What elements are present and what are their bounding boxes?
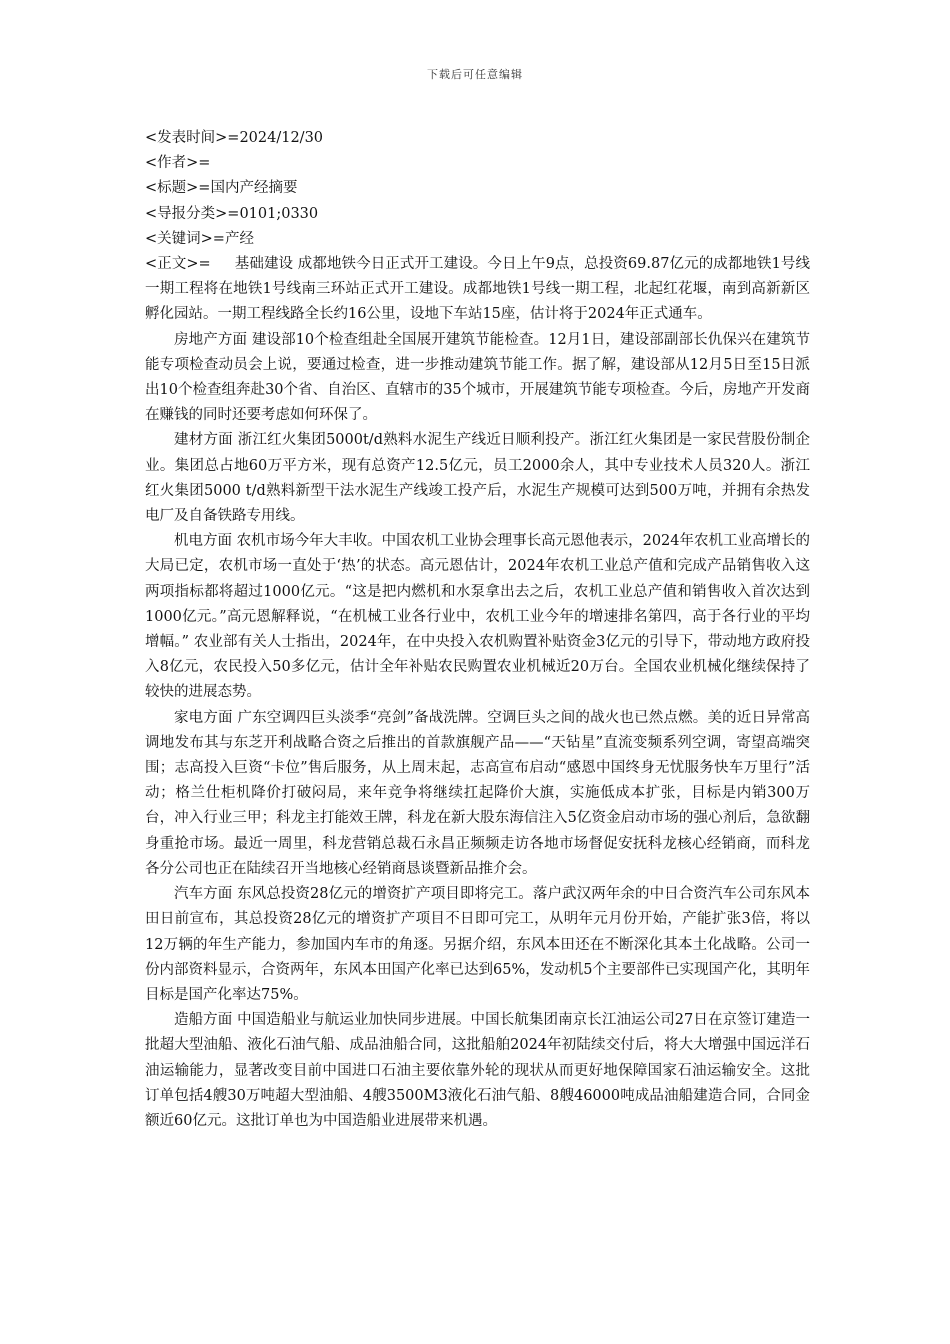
meta-keywords: <关键词>=产经 [145,230,254,247]
paragraph-real-estate: 房地产方面 建设部10个检查组赴全国展开建筑节能检查。12月1日，建设部副部长仇保兴在建筑节能专项检查动员会上说，要通过检查，进一步推动建筑节能工作。据了解，建设部从12月5日至15日派出10个检查组奔赴30个省、自治区、直辖市的35个城市，开展建筑节能专项检查。今后，房地产开发商在赚钱的同时还要考虑如何环保了。 [145,331,810,424]
paragraph-infrastructure [145,252,810,328]
meta-author: <作者>= [145,155,211,172]
document-body [145,126,810,1134]
body-label: <正文>= [145,256,211,273]
paragraph-automotive: 汽车方面 东风总投资28亿元的增资扩产项目即将完工。落户武汉两年余的中日合资汽车公司东风本田日前宣布，其总投资28亿元的增资扩产项目不日即可完工，从明年元月份开始，产能扩张3倍，将以12万辆的年生产能力，参加国内车市的角逐。另据介绍，东风本田还在不断深化其本土化战略。公司一份内部资料显示，合资两年，东风本田国产化率已达到65%，发动机5个主要部件已实现国产化，其明年目标是国产化率达75%。 [145,886,810,1003]
paragraph-building-materials: 建材方面 浙江红火集团5000t/d熟料水泥生产线近日顺利投产。浙江红火集团是一家民营股份制企业。集团总占地60万平方米，现有总资产12.5亿元，员工2000余人，其中专业技术人员320人。浙江红火集团5000 t/d熟料新型干法水泥生产线竣工投产后，水泥生产规模可达到500万吨，并拥有余热发电厂及自备铁路专用线。 [145,432,810,525]
paragraph-appliances: 家电方面 广东空调四巨头淡季“亮剑”备战洗牌。空调巨头之间的战火也已然点燃。美的近日异常高调地发布其与东芝开利战略合资之后推出的首款旗舰产品——“天钻星”直流变频系列空调，寄望高端突围；志高投入巨资“卡位”售后服务，从上周末起，志高宣布启动“感恩中国终身无忧服务快车万里行”活动；格兰仕柜机降价打破闷局，来年竞争将继续扛起降价大旗，实施低成本扩张，目标是内销300万台，冲入行业三甲；科龙主打能效王牌，科龙在新大股东海信注入5亿资金启动市场的强心剂后，急欲翻身重抢市场。最近一周里，科龙营销总裁石永昌正频频走访各地市场督促安抚科龙核心经销商，而科龙各分公司也正在陆续召开当地核心经销商恳谈暨新品推介会。 [145,709,810,877]
meta-category: <导报分类>=0101;0330 [145,205,319,222]
paragraph-machinery: 机电方面 农机市场今年大丰收。中国农机工业协会理事长高元恩他表示，2024年农机工业高增长的大局已定，农机市场一直处于‘热’的状态。高元恩估计，2024年农机工业总产值和完成产品销售收入这两项指标都将超过1000亿元。“这是把内燃机和水泵拿出去之后，农机工业总产值和销售收入首次达到1000亿元。”高元恩解释说，“在机械工业各行业中，农机工业今年的增速排名第四，高于各行业的平均增幅。” 农业部有关人士指出，2024年，在中央投入农机购置补贴资金3亿元的引导下，带动地方政府投入8亿元，农民投入50多亿元，估计全年补贴农民购置农业机械近20万台。全国农业机械化继续保持了较快的进展态势。 [145,533,811,701]
meta-title: <标题>=国内产经摘要 [145,180,298,197]
page-header: 下载后可任意编辑 [427,68,523,81]
paragraph-shipbuilding: 造船方面 中国造船业与航运业加快同步进展。中国长航集团南京长江油运公司27日在京签订建造一批超大型油船、液化石油气船、成品油船合同，这批船舶2024年初陆续交付后，将大大增强中国远洋石油运输能力，显著改变目前中国进口石油主要依靠外轮的现状从而更好地保障国家石油运输安全。这批订单包括4艘30万吨超大型油船、4艘3500M3液化石油气船、8艘46000吨成品油船建造合同，合同金额近60亿元。这批订单也为中国造船业进展带来机遇。 [145,1012,810,1129]
paragraph-infrastructure-text: 基础建设 成都地铁今日正式开工建设。今日上午9点，总投资69.87亿元的成都地铁1号线一期工程将在地铁1号线南三环站正式开工建设。成都地铁1号线一期工程，北起红花堰，南到高新新区孵化园站。一期工程线路全长约16公里，设地下车站15座，估计将于2024年正式通车。 [145,256,810,323]
meta-publish-time: <发表时间>=2024/12/30 [145,130,324,146]
